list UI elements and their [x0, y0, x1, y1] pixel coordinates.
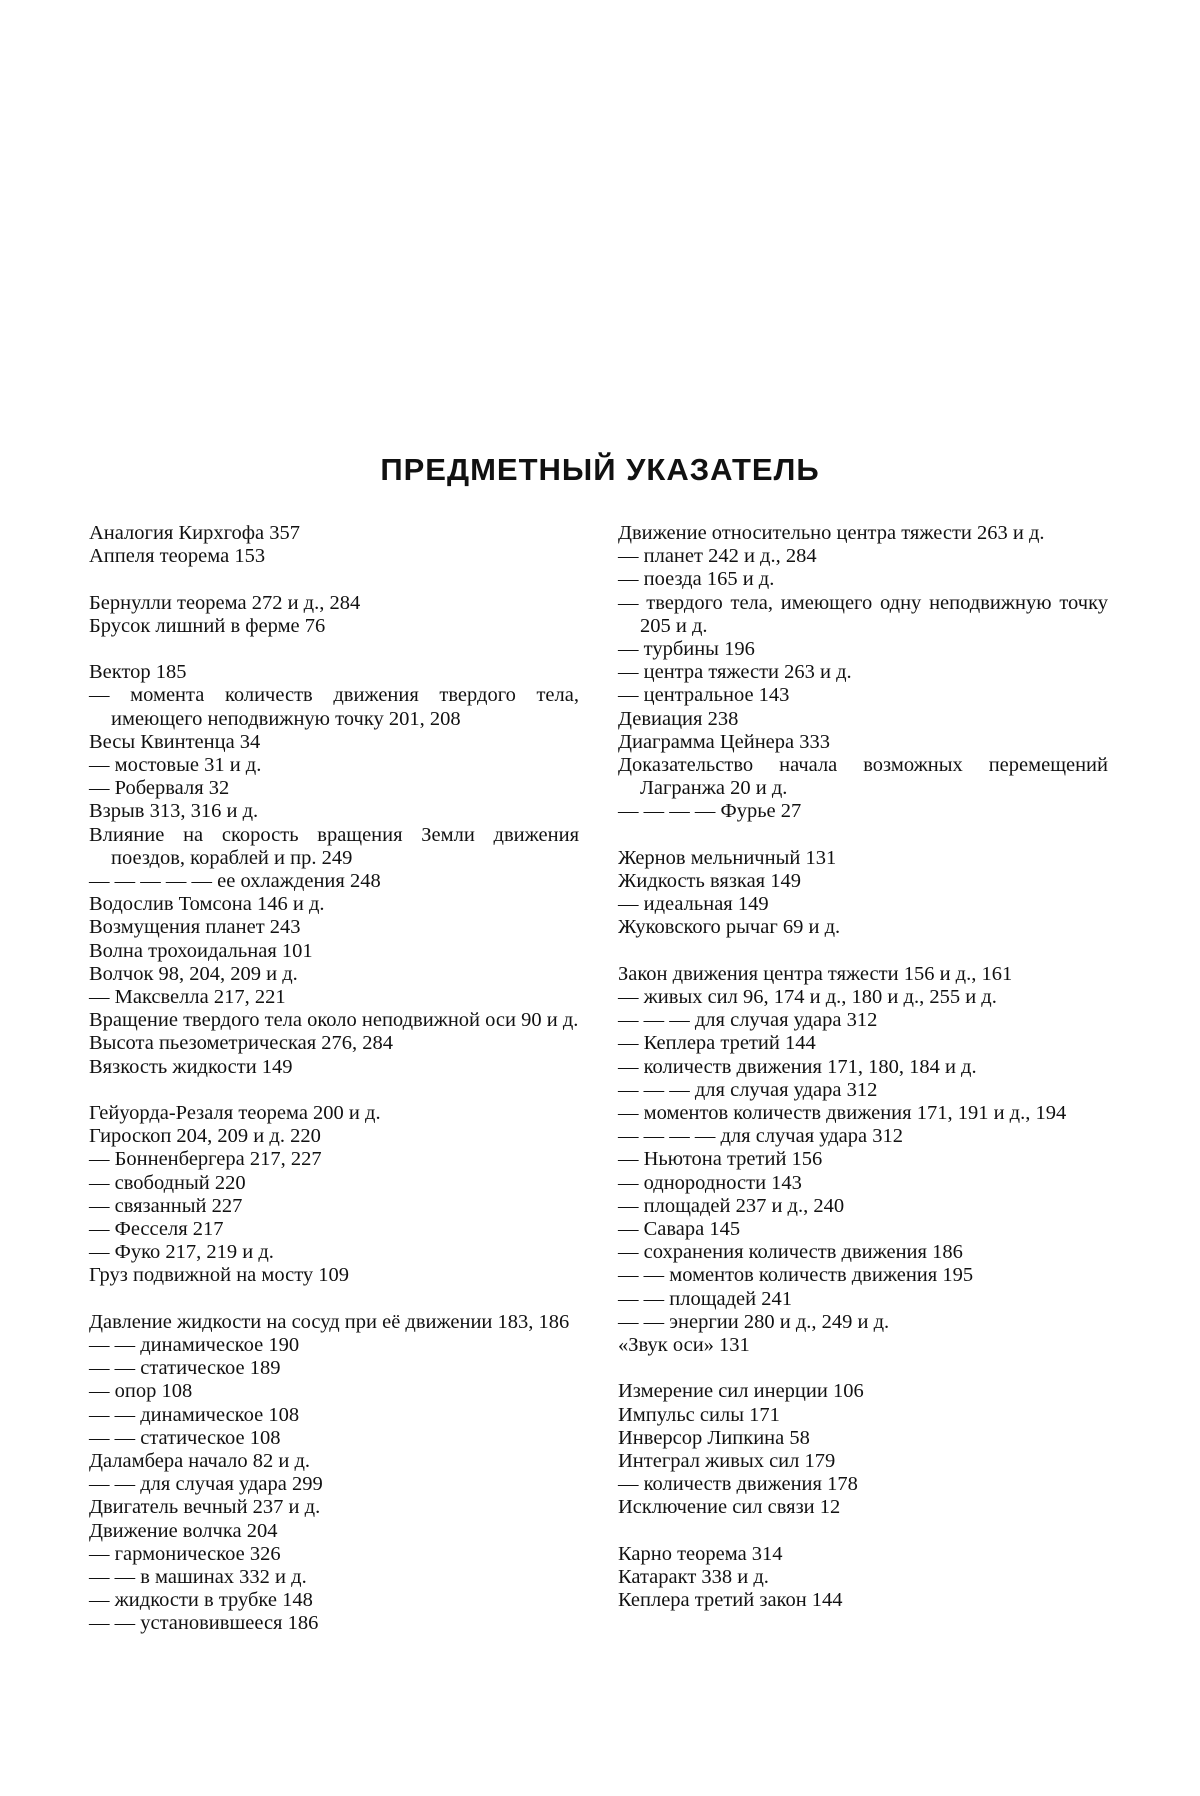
index-entry: — — энергии 280 и д., 249 и д.: [618, 1310, 890, 1333]
index-entry: Доказательство начала возможных перемещений Лагранжа 20 и д.: [618, 754, 1108, 800]
index-entry: Девиация 238: [618, 707, 739, 730]
index-entry: Давление жидкости на сосуд при её движении 183, 186: [89, 1310, 570, 1333]
index-entry: Вращение твердого тела около неподвижной оси 90 и д.: [89, 1009, 579, 1032]
index-entry: Интеграл живых сил 179: [618, 1450, 836, 1473]
index-entry: Вектор 185: [89, 661, 187, 684]
index-column-right: [618, 522, 1108, 1636]
index-entry: Аппеля теорема 153: [89, 545, 266, 568]
index-entry: — Ньютона третий 156: [618, 1148, 823, 1171]
index-entry: — — установившееся 186: [89, 1612, 319, 1635]
index-entry: Волна трохоидальная 101: [89, 939, 313, 962]
index-entry: — Максвелла 217, 221: [89, 986, 286, 1009]
index-entry: Кеплера третий закон 144: [618, 1589, 843, 1612]
index-entry: — — динамическое 108: [89, 1403, 300, 1426]
index-entry: — турбины 196: [618, 638, 755, 661]
index-entry: — центра тяжести 263 и д.: [618, 661, 852, 684]
index-entry: — мостовые 31 и д.: [89, 754, 262, 776]
index-entry: Бернулли теорема 272 и д., 284: [89, 591, 361, 614]
index-group: [618, 1380, 1108, 1519]
index-entry: Вязкость жидкости 149: [89, 1055, 293, 1078]
index-entry: — свободный 220: [89, 1171, 246, 1194]
index-entry: — — площадей 241: [618, 1287, 792, 1310]
index-entry: — идеальная 149: [618, 893, 769, 916]
index-entry: — — — — Фурье 27: [618, 800, 802, 823]
index-entry: Импульс силы 171: [618, 1403, 780, 1426]
index-entry: Волчок 98, 204, 209 и д.: [89, 962, 298, 985]
index-group: [618, 1543, 1108, 1613]
index-entry: — — статическое 189: [89, 1357, 281, 1380]
index-entry: — опор 108: [89, 1380, 193, 1403]
index-entry: Взрыв 313, 316 и д.: [89, 800, 259, 823]
index-group: [89, 661, 579, 1079]
index-column-left: [89, 522, 579, 1659]
index-group: [89, 592, 579, 638]
index-group: [89, 522, 579, 568]
index-entry: Карно теорема 314: [618, 1542, 783, 1565]
index-entry: Исключение сил связи 12: [618, 1496, 841, 1519]
index-entry: — — динамическое 190: [89, 1334, 300, 1357]
index-group: [89, 1311, 579, 1636]
index-entry: Высота пьезометрическая 276, 284: [89, 1032, 394, 1055]
index-entry: Даламбера начало 82 и д.: [89, 1450, 311, 1473]
index-entry: — центральное 143: [618, 684, 790, 707]
index-entry: — площадей 237 и д., 240: [618, 1194, 845, 1217]
index-entry: Гироскоп 204, 209 и д. 220: [89, 1125, 321, 1148]
index-entry: Гейуорда-Резаля теорема 200 и д.: [89, 1102, 381, 1125]
index-entry: — Фуко 217, 219 и д.: [89, 1241, 274, 1264]
index-entry: Диаграмма Цейнера 333: [618, 730, 831, 753]
index-entry: Жидкость вязкая 149: [618, 870, 801, 893]
index-entry: — — в машинах 332 и д.: [89, 1566, 307, 1589]
index-group: [618, 847, 1108, 940]
index-entry: — сохранения количеств движения 186: [618, 1241, 963, 1264]
index-entry: — — статическое 108: [89, 1426, 281, 1449]
index-entry: — гармоническое 326: [89, 1542, 281, 1565]
index-entry: Груз подвижной на мосту 109: [89, 1264, 350, 1287]
index-entry: — связанный 227: [89, 1194, 243, 1217]
index-entry: — Роберваля 32: [89, 777, 230, 800]
index-group: [618, 522, 1108, 824]
index-entry: Жернов мельничный 131: [618, 846, 837, 869]
index-entry: — твердого тела, имеющего одну неподвижную точку 205 и д.: [618, 591, 1108, 637]
index-entry: Движение относительно центра тяжести 263 и д.: [618, 522, 1045, 544]
index-entry: — Бонненбергера 217, 227: [89, 1148, 322, 1171]
index-entry: — Кеплера третий 144: [618, 1032, 816, 1055]
index-entry: Водослив Томсона 146 и д.: [89, 893, 325, 916]
index-entry: — — — для случая удара 312: [618, 1009, 878, 1032]
index-entry: Брусок лишний в ферме 76: [89, 614, 326, 637]
index-entry: — момента количеств движения твердого тела, имеющего неподвижную точку 201, 208: [89, 684, 579, 730]
index-entry: — поезда 165 и д.: [618, 568, 775, 591]
index-entry: Инверсор Липкина 58: [618, 1426, 810, 1449]
index-entry: Закон движения центра тяжести 156 и д., 161: [618, 962, 1013, 985]
index-entry: — — — — для случая удара 312: [618, 1125, 903, 1148]
index-entry: Весы Квинтенца 34: [89, 730, 261, 753]
index-entry: — — моментов количеств движения 195: [618, 1264, 974, 1287]
index-entry: — количеств движения 178: [618, 1473, 858, 1496]
index-group: [618, 963, 1108, 1357]
index-entry: — Фесселя 217: [89, 1218, 224, 1241]
index-entry: Влияние на скорость вращения Земли движения поездов, кораблей и пр. 249: [89, 823, 579, 869]
index-entry: — живых сил 96, 174 и д., 180 и д., 255 и д.: [618, 986, 997, 1009]
index-entry: Аналогия Кирхгофа 357: [89, 522, 301, 544]
index-entry: — моментов количеств движения 171, 191 и д., 194: [618, 1102, 1067, 1125]
index-entry: — однородности 143: [618, 1171, 802, 1194]
index-group: [89, 1102, 579, 1288]
index-entry: — жидкости в трубке 148: [89, 1589, 313, 1612]
index-entry: Движение волчка 204: [89, 1519, 278, 1542]
index-entry: — Савара 145: [618, 1218, 741, 1241]
index-entry: Возмущения планет 243: [89, 916, 301, 939]
index-entry: — — для случая удара 299: [89, 1473, 323, 1496]
index-entry: — — — — — ее охлаждения 248: [89, 870, 381, 893]
index-entry: Катаракт 338 и д.: [618, 1566, 769, 1589]
page-title: ПРЕДМЕТНЫЙ УКАЗАТЕЛЬ: [380, 452, 820, 487]
index-entry: — планет 242 и д., 284: [618, 545, 817, 568]
index-entry: — — — для случая удара 312: [618, 1078, 878, 1101]
index-entry: Измерение сил инерции 106: [618, 1380, 864, 1403]
index-entry: «Звук оси» 131: [618, 1334, 750, 1357]
index-entry: — количеств движения 171, 180, 184 и д.: [618, 1055, 977, 1078]
index-entry: Жуковского рычаг 69 и д.: [618, 916, 841, 939]
index-entry: Двигатель вечный 237 и д.: [89, 1496, 321, 1519]
